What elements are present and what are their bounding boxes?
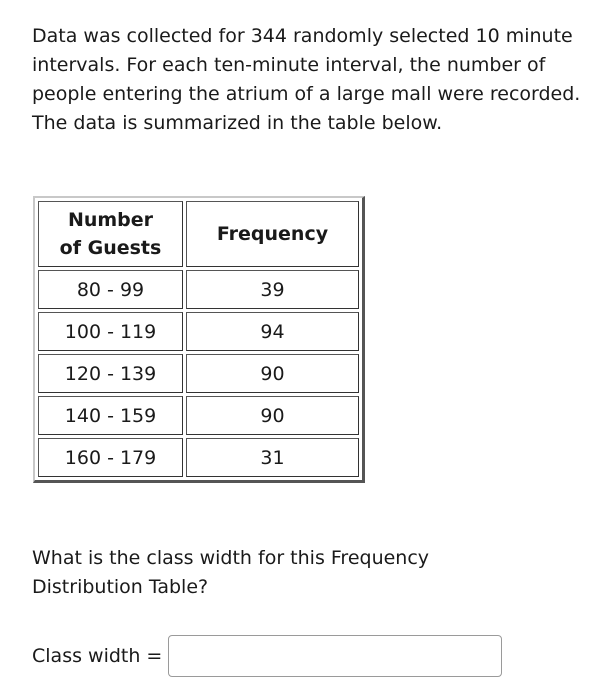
cell-frequency: 39 bbox=[186, 270, 359, 309]
class-width-label: Class width = bbox=[32, 645, 163, 667]
cell-frequency: 94 bbox=[186, 312, 359, 351]
cell-range: 140 - 159 bbox=[38, 396, 183, 435]
problem-intro: Data was collected for 344 randomly selected 10 minute intervals. For each ten-minute interval, the number of people entering the atrium of a large mall were recorded. The data is summarized in the table below. bbox=[32, 25, 581, 134]
header-number-of-guests bbox=[38, 201, 183, 267]
cell-range: 160 - 179 bbox=[38, 438, 183, 477]
cell-range: 120 - 139 bbox=[38, 354, 183, 393]
frequency-table bbox=[35, 198, 362, 480]
table-row bbox=[38, 438, 359, 477]
header-line: of Guests bbox=[59, 237, 162, 259]
cell-range: 80 - 99 bbox=[38, 270, 183, 309]
cell-frequency: 31 bbox=[186, 438, 359, 477]
answer-row bbox=[32, 633, 502, 679]
table-row bbox=[38, 312, 359, 351]
frequency-table-frame bbox=[33, 196, 365, 483]
cell-range: 100 - 119 bbox=[38, 312, 183, 351]
question-text: What is the class width for this Frequency Distribution Table? bbox=[32, 547, 430, 598]
cell-frequency: 90 bbox=[186, 354, 359, 393]
class-width-input[interactable] bbox=[168, 635, 502, 677]
table-row bbox=[38, 354, 359, 393]
cell-frequency: 90 bbox=[186, 396, 359, 435]
header-frequency: Frequency bbox=[186, 201, 359, 267]
table-row bbox=[38, 396, 359, 435]
table-row bbox=[38, 270, 359, 309]
header-line: Number bbox=[67, 209, 154, 231]
table-header-row bbox=[38, 201, 359, 267]
